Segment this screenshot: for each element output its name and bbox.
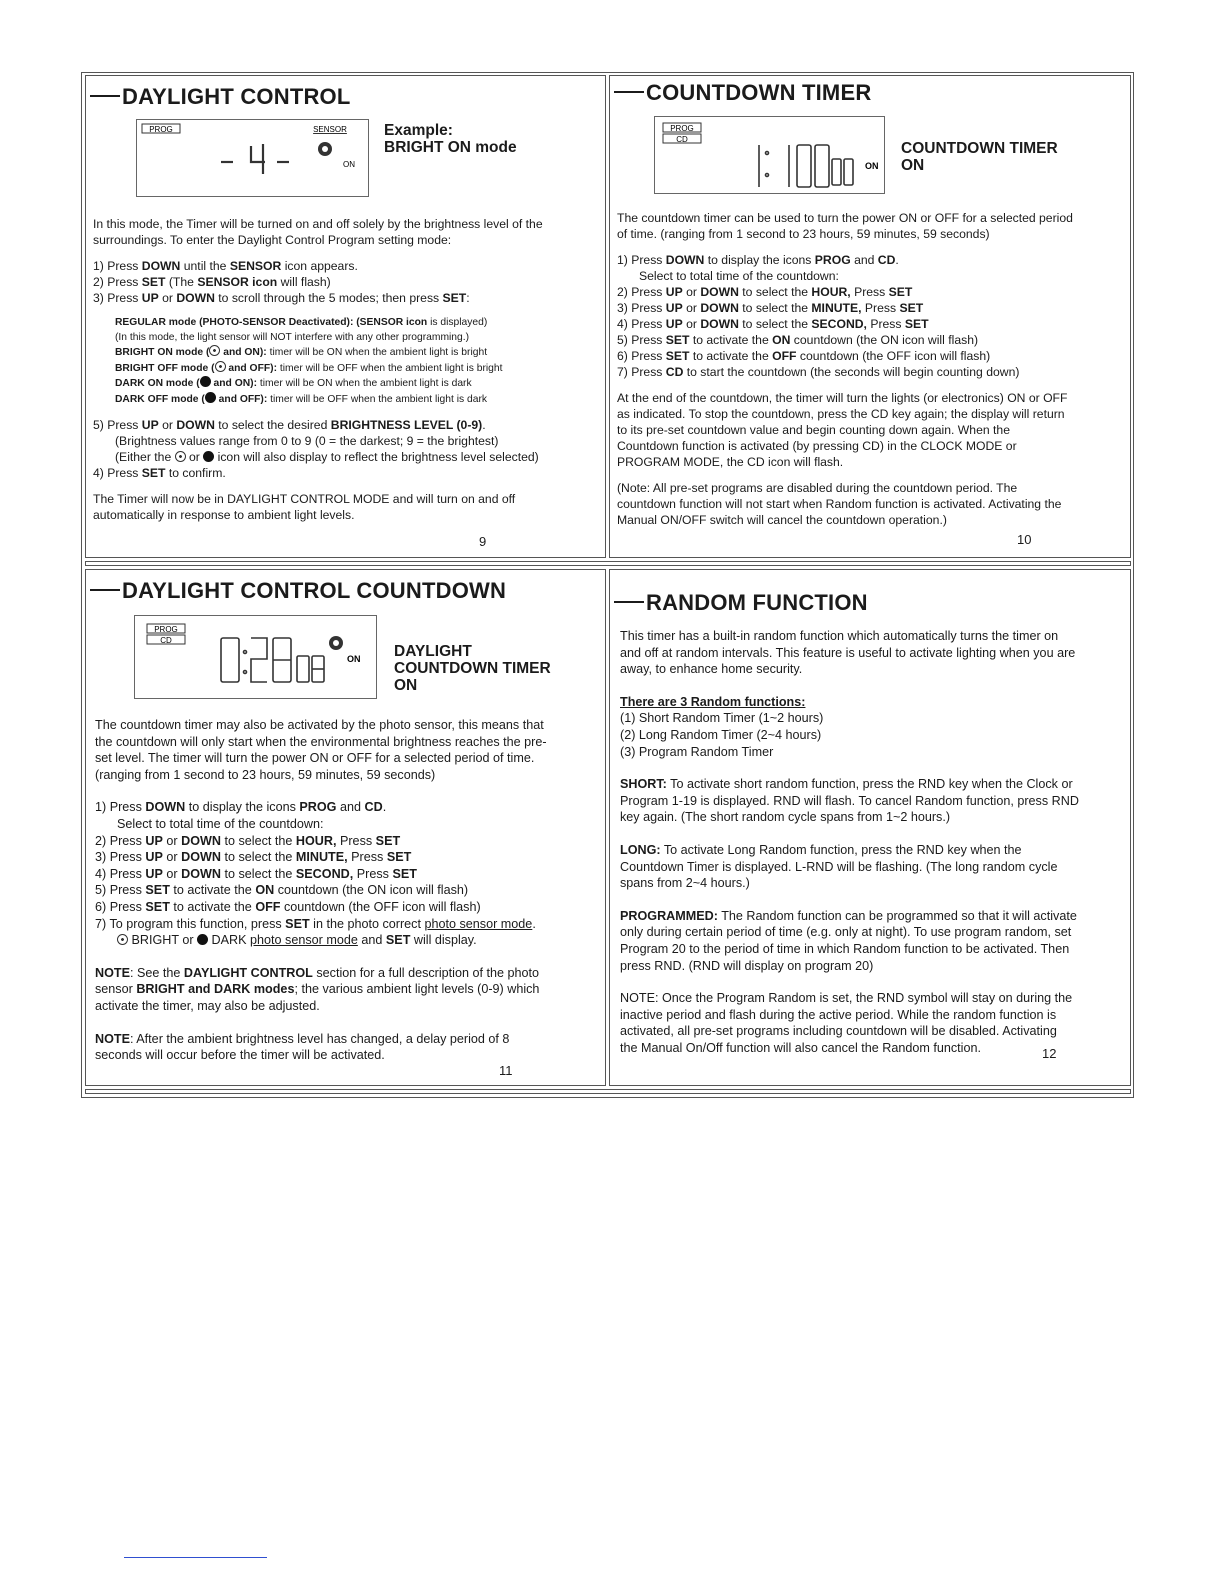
- instructions: In this mode, the Timer will be turned on and off solely by the brightness level of the surroundings. To enter the Daylight Control Program setting mode: 1) Press DOWN until the SENSOR icon appears. 2) Press SET (The SENSOR icon will flash) 3) Press UP or DOWN to scroll through the 5 modes; then press SET: REGULAR mode (PHOTO-SENSOR Deactivated): (SENSOR icon is displayed) (In this mode, the light sensor will NOT interfere with any other programming.) BRIGHT ON mode ( and ON): timer will be ON when the ambient light is bright BRIGHT OFF mode ( and OFF): timer will be OFF when the ambient light is bright DARK ON mode ( and ON): timer will be ON when the ambient light is dark DARK OFF mode ( and OFF): timer will be OFF when the ambient light is dark 5) Press UP or DOWN to select the desired BRIGHTNESS LEVEL (0-9). (Brightness values range from 0 to 9 (0 = the darkest; 9 = the brightest) (Either the or icon will also display to reflect the brightness level selected) 4) Press SET to confirm. The Timer will now be in DAYLIGHT CONTROL MODE and will turn on and off automatically in response to ambient light levels.: [93, 217, 543, 522]
- page-number: 10: [1017, 532, 1032, 547]
- random-function-panel: [609, 569, 1131, 1086]
- dark-icon: [200, 376, 211, 387]
- lcd-prog: PROG: [149, 125, 173, 134]
- display-label: DAYLIGHT COUNTDOWN TIMER ON: [394, 643, 551, 694]
- lcd-prog: PROG: [154, 625, 178, 634]
- section-title: RANDOM FUNCTION: [614, 590, 868, 616]
- link-underline[interactable]: [124, 1557, 267, 1558]
- page-number: 9: [479, 534, 487, 549]
- display-label: COUNTDOWN TIMER ON: [901, 140, 1058, 174]
- lcd-on: ON: [865, 161, 879, 171]
- lcd-cd: CD: [160, 636, 172, 645]
- section-title: DAYLIGHT CONTROL COUNTDOWN: [90, 578, 506, 604]
- bright-icon: [209, 345, 220, 356]
- lcd-digit: [221, 144, 289, 174]
- lcd-display: [654, 116, 885, 194]
- page-number: 11: [499, 1063, 513, 1078]
- bright-icon: [175, 451, 186, 462]
- countdown-timer-panel: [609, 75, 1131, 558]
- lcd-cd: CD: [676, 135, 688, 144]
- divider: [85, 561, 1131, 566]
- lcd-sensor: SENSOR: [313, 125, 347, 134]
- instructions: The countdown timer can be used to turn the power ON or OFF for a selected period of time. (ranging from 1 second to 23 hours, 59 minutes, 59 seconds) 1) Press DOWN to display the icons PROG and CD. Select to total time of the countdown: 2) Press UP or DOWN to select the HOUR, Press SET 3) Press UP or DOWN to select the MINUTE, Press SET 4) Press UP or DOWN to select the SECOND, Press SET 5) Press SET to activate the ON countdown (the ON icon will flash) 6) Press SET to activate the OFF countdown (the OFF icon will flash) 7) Press CD to start the countdown (the seconds will begin counting down) At the end of the countdown, the timer will turn the lights (or electronics) ON or OFF as indicated. To stop the countdown, press the CD key again; the display will return to its pre-set countdown value and begin counting down again. When the Countdown function is activated (by pressing CD) in the CLOCK MODE or PROGRAM MODE, the CD icon will flash. (Note: All pre-set programs are disabled during the countdown period. The countdown function will not start when Random function is activated. Activating the Manual ON/OFF switch will cancel the countdown operation.): [617, 211, 1073, 527]
- lcd-display: [136, 119, 369, 197]
- example-label: Example: BRIGHT ON mode: [384, 122, 517, 156]
- lcd-display: [134, 615, 377, 699]
- mode-list: REGULAR mode (PHOTO-SENSOR Deactivated): (SENSOR icon is displayed) (In this mode, the light sensor will NOT interfere with any other programming.) BRIGHT ON mode ( and ON): timer will be ON when the ambient light is bright BRIGHT OFF mode ( and OFF): timer will be OFF when the ambient light is bright DARK ON mode ( and ON): timer will be ON when the ambient light is dark DARK OFF mode ( and OFF): timer will be OFF when the ambient light is dark: [115, 317, 503, 405]
- daylight-control-panel: [85, 75, 606, 558]
- section-title: DAYLIGHT CONTROL: [90, 84, 351, 110]
- daylight-countdown-panel: [85, 569, 606, 1086]
- page-number: 12: [1042, 1046, 1057, 1061]
- lcd-prog: PROG: [670, 124, 694, 133]
- lcd-digits: [759, 145, 853, 187]
- section-title: COUNTDOWN TIMER: [614, 80, 871, 106]
- divider: [85, 1089, 1131, 1094]
- dark-icon: [205, 392, 216, 403]
- lcd-digits: [221, 638, 324, 682]
- instructions: The countdown timer may also be activated by the photo sensor, this means that the countdown will only start when the environmental brightness reaches the pre- set level. The timer will turn the power ON or OFF for a selected period of time. (ranging from 1 second to 23 hours, 59 minutes, 59 seconds) 1) Press DOWN to display the icons PROG and CD. Select to total time of the countdown: 2) Press UP or DOWN to select the HOUR, Press SET 3) Press UP or DOWN to select the MINUTE, Press SET 4) Press UP or DOWN to select the SECOND, Press SET 5) Press SET to activate the ON countdown (the ON icon will flash) 6) Press SET to activate the OFF countdown (the OFF icon will flash) 7) To program this function, press SET in the photo correct photo sensor mode. BRIGHT or DARK photo sensor mode and SET will display. NOTE: See the DAYLIGHT CONTROL section for a full description of the photo sensor BRIGHT and DARK modes; the various ambient light levels (0-9) which activate the timer, may also be adjusted. NOTE: After the ambient brightness level has changed, a delay period of 8 seconds will occur before the timer will be activated.: [95, 718, 547, 1063]
- lcd-on: ON: [347, 654, 361, 664]
- dark-icon: [203, 451, 214, 462]
- instructions: This timer has a built-in random function which automatically turns the timer on and off at random intervals. This feature is useful to activate lighting when you are away, to enhance home security. There are 3 Random functions: (1) Short Random Timer (1~2 hours) (2) Long Random Timer (2~4 hours) (3) Program Random Timer SHORT: To activate short random function, press the RND key when the Clock or Program 1-19 is displayed. RND will flash. To cancel Random function, press RND key again. (The short random cycle spans from 1~2 hours.) LONG: To activate Long Random function, press the RND key when the Countdown Timer is displayed. L-RND will be flashing. (The long random cycle spans from 2~4 hours.) PROGRAMMED: The Random function can be programmed so that it will activate only during certain period of time (e.g. only at night). To use program random, set Program 20 to the period of time in which Random function to be activated. Then press RND. (RND will display on program 20) NOTE: Once the Program Random is set, the RND symbol will stay on during the inactive period and flash during the active period. While the random function is activated, all pre-set programs including countdown will be disabled. Activating the Manual On/Off function will also cancel the Random function.: [620, 629, 1079, 1055]
- bright-icon: [215, 361, 226, 372]
- bright-icon: [117, 934, 128, 945]
- lcd-on: ON: [343, 160, 355, 169]
- dark-icon: [197, 934, 208, 945]
